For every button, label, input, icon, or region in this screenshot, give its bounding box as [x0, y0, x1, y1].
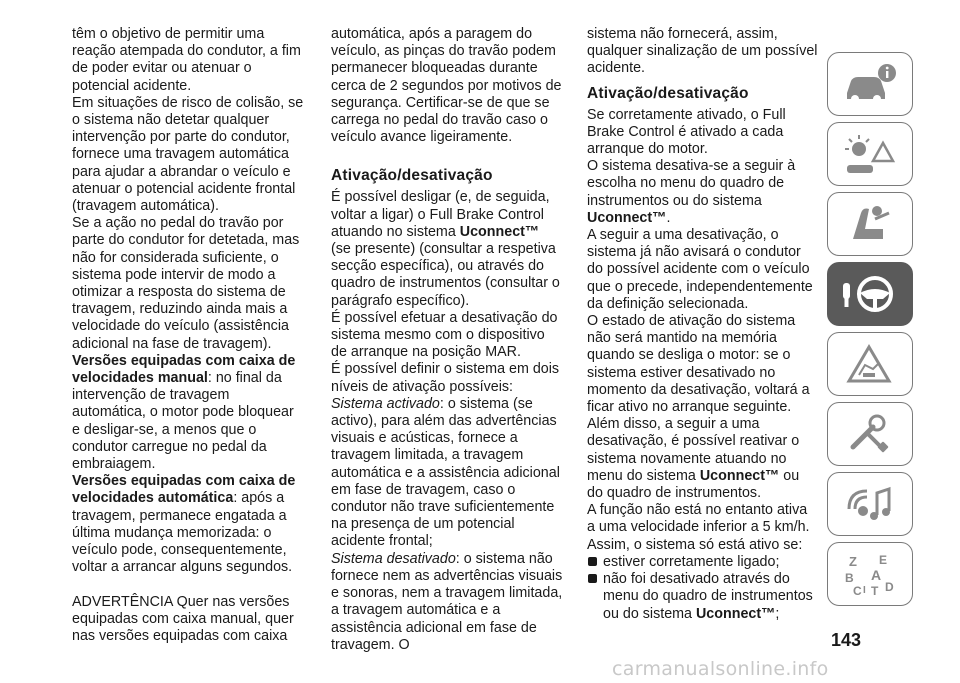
uconnect-label: Uconnect™	[699, 467, 780, 484]
tab-multimedia[interactable]	[827, 472, 913, 536]
tools-icon	[839, 409, 901, 459]
uconnect-label: Uconnect™	[587, 209, 667, 226]
text-column-3	[587, 26, 819, 623]
paragraph-text: : após a travagem, permanece engatada a última mudança memorizada: o veículo pode, consequentemente, voltar a arrancar alguns segundos.	[72, 490, 293, 576]
paragraph: O estado de ativação do sistema não será mantido na memória quando se desliga o motor: se o sistema estiver desativado no momento da desativação, voltará a ficar ativo no arranque seguinte.	[587, 313, 810, 416]
svg-text:B: B	[845, 571, 854, 585]
list-item: não foi desativado através do menu do quadro de instrumentos ou do sistema Uconnect™;	[587, 571, 819, 623]
svg-text:T: T	[871, 584, 879, 598]
bold-lead: Versões equipadas com caixa de velocidades manual	[72, 352, 296, 387]
steering-wheel-icon	[839, 269, 901, 319]
svg-text:C: C	[853, 584, 862, 598]
tab-steering-wheel[interactable]	[827, 262, 913, 326]
paragraph: Se a ação no pedal do travão por parte do condutor for detetada, mas não for considerada suficiente, o sistema pode intervir de modo a otimizar a resposta do sistema de travagem, reduzindo ainda mais a velocidade do veículo (assistência adicional na fase de travagem).	[72, 215, 300, 352]
road-warning-icon	[839, 339, 901, 389]
chapter-sidebar	[827, 52, 913, 612]
paragraph: A função não está no entanto ativa a uma velocidade inferior a 5 km/h.	[587, 502, 810, 536]
section-heading: Ativação/desativação	[331, 167, 493, 185]
seat-airbag-icon	[839, 199, 901, 249]
paragraph	[72, 353, 304, 473]
tab-alphabet-index[interactable]	[827, 542, 913, 606]
text-column-1	[72, 26, 304, 645]
paragraph: É possível efetuar a desativação do sistema mesmo com o dispositivo de arranque na posição MAR.	[331, 309, 558, 361]
watermark-text: carmanualsonline.info	[612, 658, 829, 680]
paragraph: sistema não fornecerá, assim, qualquer sinalização de um possível acidente.	[587, 26, 818, 77]
svg-text:A: A	[871, 567, 882, 583]
text-column-2	[331, 26, 563, 654]
svg-text:D: D	[885, 580, 894, 594]
paragraph: É possível desligar (e, de seguida, voltar a ligar) o Full Brake Control atuando no sistema Uconnect™ (se presente) (consultar a respetiva secção específica), ou através do quadro de instrumentos (consultar o parágrafo específico).	[331, 189, 560, 309]
list-item: estiver corretamente ligado;	[587, 554, 819, 571]
uconnect-label: Uconnect™	[459, 223, 540, 240]
section-heading: Ativação/desativação	[587, 84, 749, 102]
paragraph: Sistema desativado: o sistema não fornece nem as advertências visuais e sonoras, nem a travagem limitada, a travagem automática e a assistência adicional em fase de travagem. O	[331, 550, 563, 653]
paragraph-text: : no final da intervenção de travagem automática, o motor pode bloquear e desligar-se, a menos que o condutor carregue no pedal da embraiagem.	[72, 370, 294, 473]
page-number: 143	[830, 630, 862, 650]
paragraph: têm o objetivo de permitir uma reação atempada do condutor, a fim de poder evitar ou atenuar o potencial acidente.	[72, 26, 301, 94]
tab-road-warning[interactable]	[827, 332, 913, 396]
paragraph: A seguir a uma desativação, o sistema já não avisará o condutor do possível acidente com o veículo que o precede, independentemente da definição selecionada.	[587, 227, 813, 312]
paragraph: O sistema desativa-se a seguir à escolha no menu do quadro de instrumentos ou do sistema Uconnect™.	[587, 158, 796, 226]
alphabet-index-icon	[839, 549, 901, 599]
bold-lead: Versões equipadas com caixa de velocidades automática	[72, 473, 296, 507]
paragraph: Além disso, a seguir a uma desativação, é possível reativar o sistema novamente atuando no menu do sistema Uconnect™ ou do quadro de instrumentos.	[587, 416, 800, 502]
paragraph	[72, 473, 304, 576]
warning-lights-icon	[839, 129, 901, 179]
warning-paragraph: ADVERTÊNCIA Quer nas versões equipadas com caixa manual, quer nas versões equipadas com caixa	[72, 593, 294, 644]
tab-car-info[interactable]	[827, 52, 913, 116]
multimedia-icon	[839, 479, 901, 529]
paragraph: Se corretamente ativado, o Full Brake Control é ativado a cada arranque do motor.	[587, 106, 786, 158]
bullet-square-icon	[588, 557, 597, 566]
paragraph: automática, após a paragem do veículo, as pinças do travão podem permanecer bloqueadas durante cerca de 2 segundos por motivos de segurança. Certificar-se de que se carrega no pedal do travão caso o veículo avance ligeiramente.	[331, 26, 562, 146]
paragraph: Assim, o sistema só está ativo se:	[587, 536, 803, 553]
paragraph: Em situações de risco de colisão, se o sistema não detetar qualquer intervenção por parte do condutor, fornece uma travagem automática para ajudar a abrandar o veículo e atenuar o potencial acidente frontal (travagem automática).	[72, 94, 304, 215]
car-info-icon	[839, 59, 901, 109]
italic-term: Sistema desativado	[331, 550, 456, 567]
svg-text:E: E	[879, 553, 888, 567]
italic-term: Sistema activado	[331, 395, 440, 412]
paragraph: É possível definir o sistema em dois níveis de ativação possíveis:	[331, 361, 560, 395]
svg-text:Z: Z	[849, 554, 857, 569]
tab-tools[interactable]	[827, 402, 913, 466]
tab-warning-lights[interactable]	[827, 122, 913, 186]
bullet-square-icon	[588, 574, 597, 583]
tab-seat-airbag[interactable]	[827, 192, 913, 256]
paragraph: Sistema activado: o sistema (se activo), para além das advertências visuais e acústicas, fornece a travagem limitada, a travagem automática e a assistência adicional em fase de travagem, caso o condutor não trave suficientemente na presença de um potencial acidente frontal;	[331, 395, 560, 550]
uconnect-label: Uconnect™	[695, 605, 776, 622]
svg-text:I: I	[863, 585, 866, 596]
